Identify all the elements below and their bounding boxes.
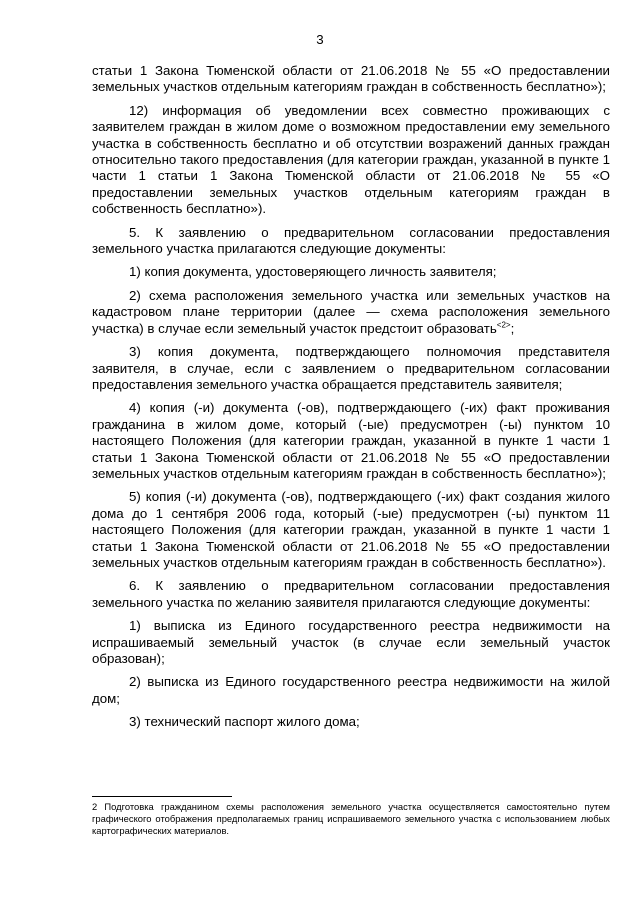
paragraph-continuation: статьи 1 Закона Тюменской области от 21.06.2018 № 55 «О предоставлении земельных участков отдельным категориям граждан в собственность бесплатно»); — [92, 63, 610, 95]
paragraph-item-12: 12) информация об уведомлении всех совместно проживающих с заявителем граждан в жилом доме о возможном предоставлении ему земельного участка в собственность бесплатно и об отсутствии возражений данных граждан относительно такого предоставления (для категории граждан, указанной в пункте 1 части 1 статьи 1 Закона Тюменской области от 21.06.2018 № 55 «О предоставлении земельных участков отдельным категориям граждан в собственность бесплатно»). — [92, 102, 610, 217]
page-number: 3 — [316, 32, 324, 47]
paragraph-item-1: 1) копия документа, удостоверяющего личность заявителя; — [129, 264, 497, 280]
footnote-reference[interactable]: <2> — [496, 320, 511, 330]
document-body — [92, 63, 610, 731]
paragraph-item-1-extract-land: 1) выписка из Единого государственного реестра недвижимости на испрашиваемый земельный участок (в случае если земельный участок образован); — [92, 618, 610, 666]
footnote-divider — [92, 796, 232, 797]
paragraph-item-4: 4) копия (-и) документа (-ов), подтверждающего (-их) факт проживания гражданина в жилом доме, который (-ые) предусмотрен (-ы) пунктом 10 настоящего Положения (для категории граждан, указанной в пункте 1 части 1 статьи 1 Закона Тюменской области от 21.06.2018 № 55 «О предоставлении земельных участков отдельным категориям граждан в собственность бесплатно»); — [92, 400, 610, 481]
footnote: 2 Подготовка гражданином схемы расположения земельного участка осуществляется самостоятельно путем графического отображения предполагаемых границ испрашиваемого земельного участка с использованием любых картографических материалов. — [92, 801, 610, 836]
paragraph-item-3: 3) копия документа, подтверждающего полномочия представителя заявителя, в случае, если с заявлением о предварительном согласовании предоставления земельного участка обращается представитель заявителя; — [92, 344, 610, 392]
paragraph-item-2-tail: ; — [510, 320, 515, 336]
paragraph-item-2-text: 2) схема расположения земельного участка или земельных участков на кадастровом плане территории (далее — схема расположения земельного участка) в случае если земельный участок предстоит образовать — [92, 287, 610, 336]
paragraph-item-2 — [92, 288, 610, 337]
paragraph-item-5: 5) копия (-и) документа (-ов), подтверждающего (-их) факт создания жилого дома до 1 сентября 2006 года, который (-ые) предусмотрен (-ы) пунктом 11 настоящего Положения (для категории граждан, указанной в пункте 1 части 1 статьи 1 Закона Тюменской области от 21.06.2018 № 55 «О предоставлении земельных участков отдельным категориям граждан в собственность бесплатно»). — [92, 489, 610, 570]
paragraph-item-3-tech-passport: 3) технический паспорт жилого дома; — [129, 714, 360, 730]
paragraph-section-6: 6. К заявлению о предварительном согласовании предоставления земельного участка по желанию заявителя прилагаются следующие документы: — [92, 578, 610, 610]
paragraph-section-5: 5. К заявлению о предварительном согласовании предоставления земельного участка прилагаются следующие документы: — [92, 224, 610, 257]
paragraph-item-2-extract-house: 2) выписка из Единого государственного реестра недвижимости на жилой дом; — [92, 674, 610, 706]
